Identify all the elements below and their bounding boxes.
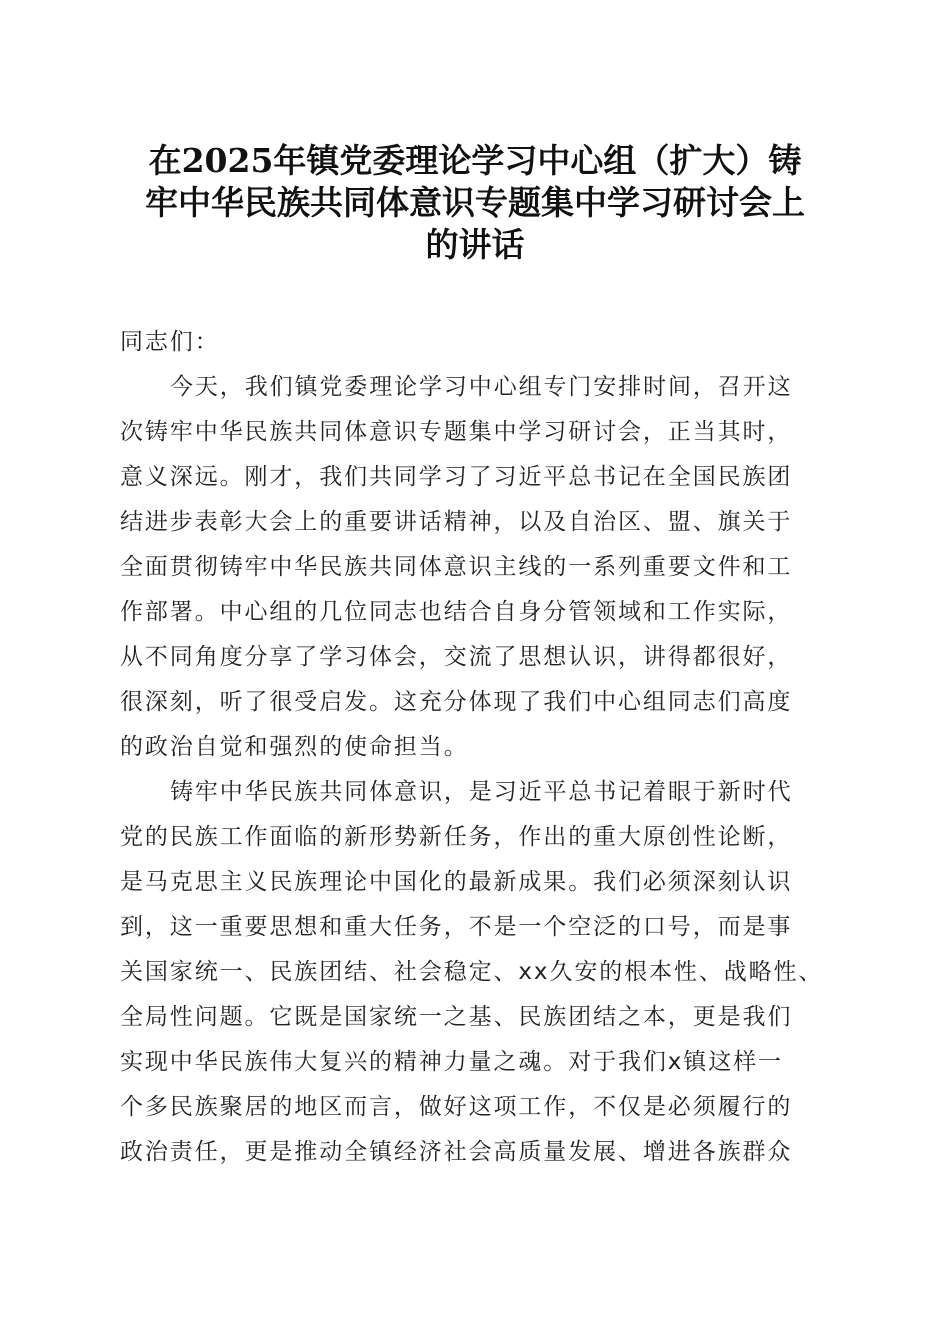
paragraph-line: 的政治自觉和强烈的使命担当。 [120,734,469,760]
title-line-1: 在2025年镇党委理论学习中心组（扩大）铸 [148,141,802,180]
paragraph-line: 很深刻，听了很受启发。这充分体现了我们中心组同志们高度 [120,689,793,715]
paragraph-line: 今天，我们镇党委理论学习中心组专门安排时间，召开这 [170,374,793,400]
title-line-3: 的讲话 [425,225,525,264]
paragraph-line: 意义深远。刚才，我们共同学习了习近平总书记在全国民族团 [120,464,793,490]
paragraph-line: 全面贯彻铸牢中华民族共同体意识主线的一系列重要文件和工 [120,554,793,580]
paragraph-line: 政治责任，更是推动全镇经济社会高质量发展、增进各族群众 [120,1139,793,1165]
paragraph-line: 次铸牢中华民族共同体意识专题集中学习研讨会，正当其时， [120,419,793,445]
paragraph-line: 个多民族聚居的地区而言，做好这项工作，不仅是必须履行的 [120,1094,793,1120]
paragraph-line: 从不同角度分享了学习体会，交流了思想认识，讲得都很好， [120,644,793,670]
paragraph-1 [120,365,830,770]
paragraph-line: 是马克思主义民族理论中国化的最新成果。我们必须深刻认识 [120,869,793,895]
speech-body [120,320,830,1175]
paragraph-line: 到，这一重要思想和重大任务，不是一个空泛的口号，而是事 [120,914,793,940]
salutation: 同志们： [120,329,220,355]
paragraph-line: 铸牢中华民族共同体意识，是习近平总书记着眼于新时代 [170,779,793,805]
page-title [100,140,850,266]
paragraph-2 [120,770,830,1175]
paragraph-line: 党的民族工作面临的新形势新任务，作出的重大原创性论断， [120,824,793,850]
paragraph-line: 关国家统一、民族团结、社会稳定、xx久安的根本性、战略性、 [120,959,824,985]
paragraph-line: 作部署。中心组的几位同志也结合自身分管领域和工作实际， [120,599,793,625]
paragraph-line: 结进步表彰大会上的重要讲话精神，以及自治区、盟、旗关于 [120,509,793,535]
paragraph-line: 全局性问题。它既是国家统一之基、民族团结之本，更是我们 [120,1004,793,1030]
paragraph-line: 实现中华民族伟大复兴的精神力量之魂。对于我们x镇这样一 [120,1049,783,1075]
title-line-2: 牢中华民族共同体意识专题集中学习研讨会上 [145,183,805,222]
